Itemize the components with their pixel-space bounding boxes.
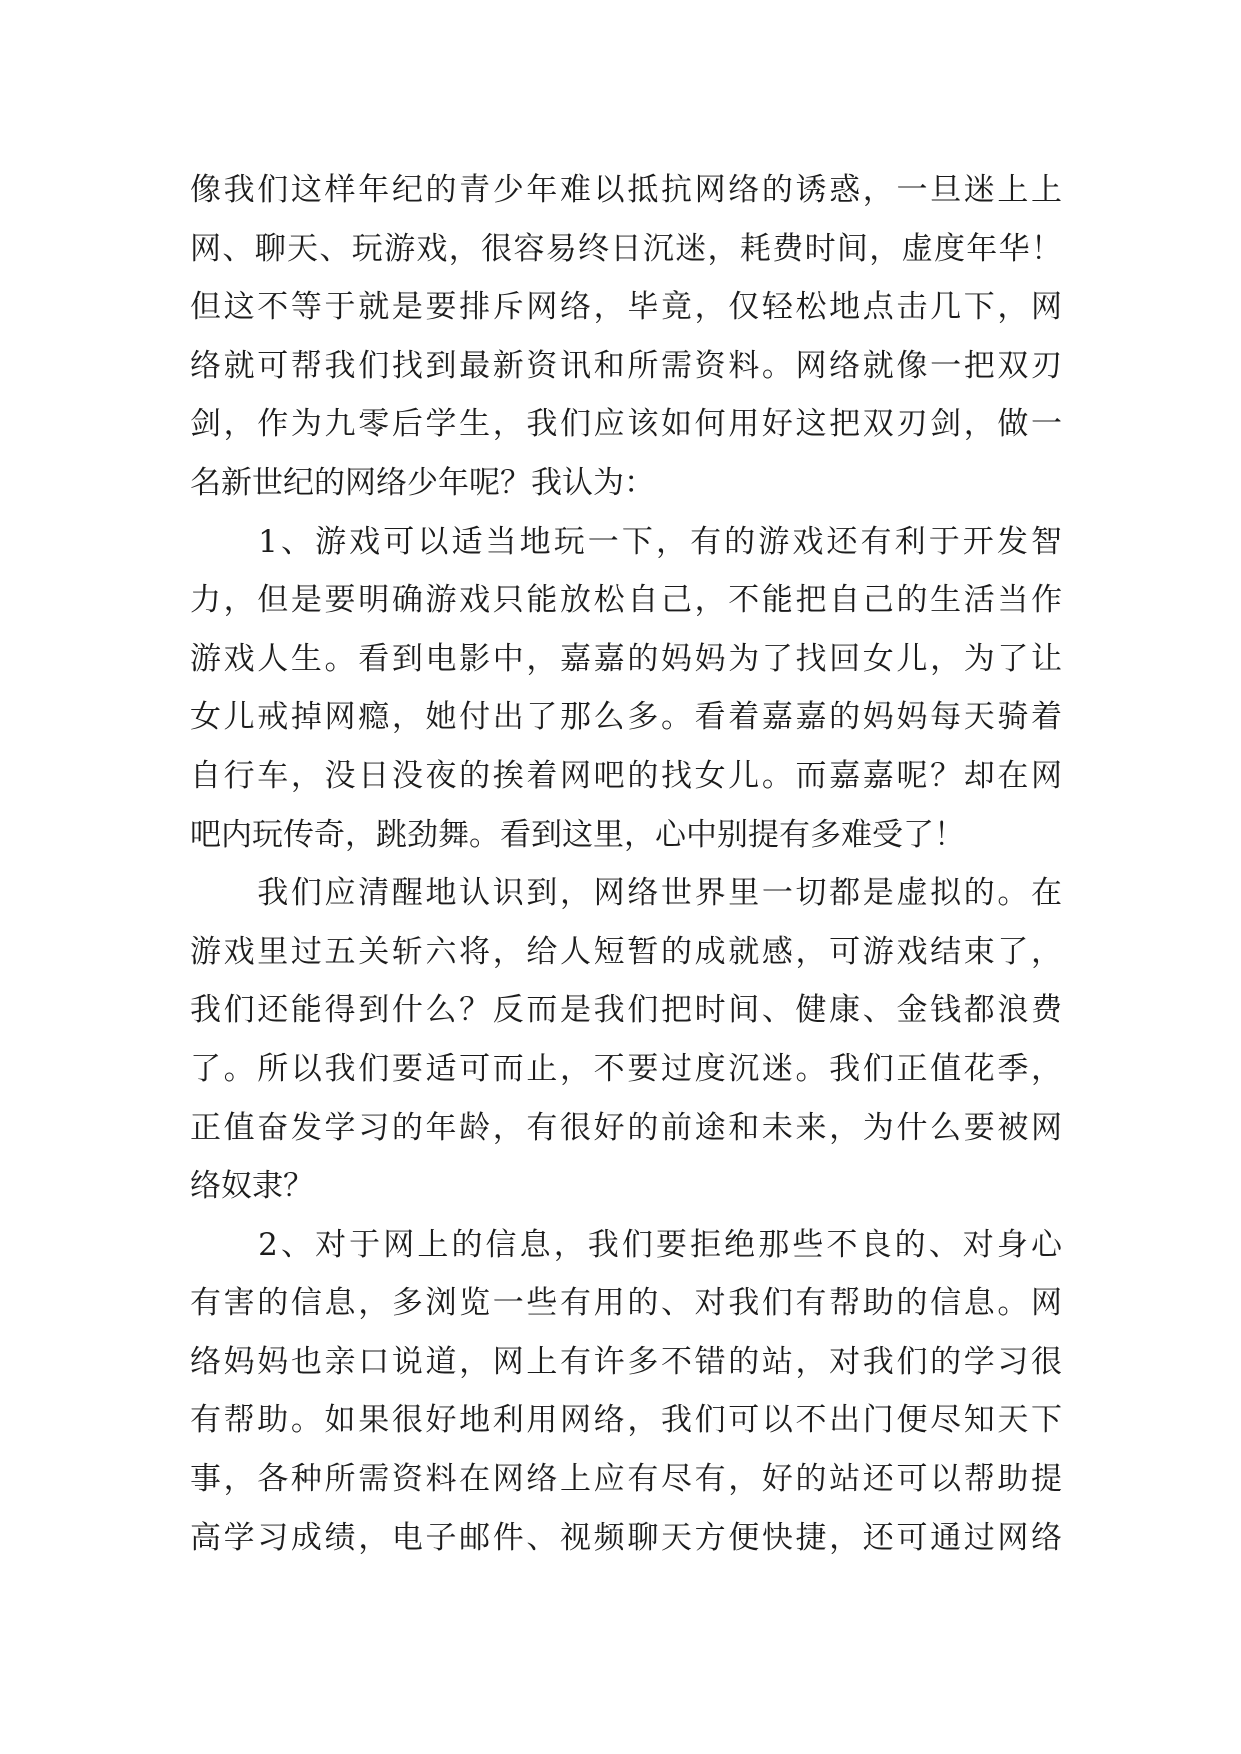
text-line: 有害的信息，多浏览一些有用的、对我们有帮助的信息。网 <box>190 1285 1062 1322</box>
text-line: 有帮助。如果很好地利用网络，我们可以不出门便尽知天下 <box>190 1402 1062 1439</box>
text-line: 剑，作为九零后学生，我们应该如何用好这把双刃剑，做一 <box>190 406 1062 443</box>
text-line: 像我们这样年纪的青少年难以抵抗网络的诱惑，一旦迷上上 <box>190 172 1062 208</box>
text-line: 游戏里过五关斩六将，给人短暂的成就感，可游戏结束了， <box>190 933 1062 970</box>
text-line: 网、聊天、玩游戏，很容易终日沉迷，耗费时间，虚度年华！ <box>190 230 1062 267</box>
text-line: 高学习成绩，电子邮件、视频聊天方便快捷，还可通过网络 <box>190 1519 1062 1556</box>
text-line: 女儿戒掉网瘾，她付出了那么多。看着嘉嘉的妈妈每天骑着 <box>190 699 1062 736</box>
text-line: 正值奋发学习的年龄，有很好的前途和未来，为什么要被网 <box>190 1109 1062 1146</box>
text-line: 事，各种所需资料在网络上应有尽有，好的站还可以帮助提 <box>190 1461 1062 1498</box>
text-line: 我们应清醒地认识到，网络世界里一切都是虚拟的。在 <box>190 875 1062 912</box>
text-line: 了。所以我们要适可而止，不要过度沉迷。我们正值花季， <box>190 1050 1062 1087</box>
text-line: 力，但是要明确游戏只能放松自己，不能把自己的生活当作 <box>190 582 1062 619</box>
text-line: 络妈妈也亲口说道，网上有许多不错的站，对我们的学习很 <box>190 1343 1062 1380</box>
text-line: 我们还能得到什么？反而是我们把时间、健康、金钱都浪费 <box>190 992 1062 1029</box>
text-line: 自行车，没日没夜的挨着网吧的找女儿。而嘉嘉呢？却在网 <box>190 757 1062 794</box>
body-text <box>190 161 1062 1567</box>
text-line: 名新世纪的网络少年呢？我认为： <box>190 464 655 501</box>
text-line: 1、游戏可以适当地玩一下，有的游戏还有利于开发智 <box>190 523 1062 560</box>
text-line: 吧内玩传奇，跳劲舞。看到这里，心中别提有多难受了！ <box>190 816 965 853</box>
text-line: 但这不等于就是要排斥网络，毕竟，仅轻松地点击几下，网 <box>190 289 1062 326</box>
text-line: 络就可帮我们找到最新资讯和所需资料。网络就像一把双刃 <box>190 347 1062 384</box>
text-line: 络奴隶？ <box>190 1168 314 1205</box>
text-line: 游戏人生。看到电影中，嘉嘉的妈妈为了找回女儿，为了让 <box>190 640 1062 677</box>
text-line: 2、对于网上的信息，我们要拒绝那些不良的、对身心 <box>190 1226 1062 1263</box>
